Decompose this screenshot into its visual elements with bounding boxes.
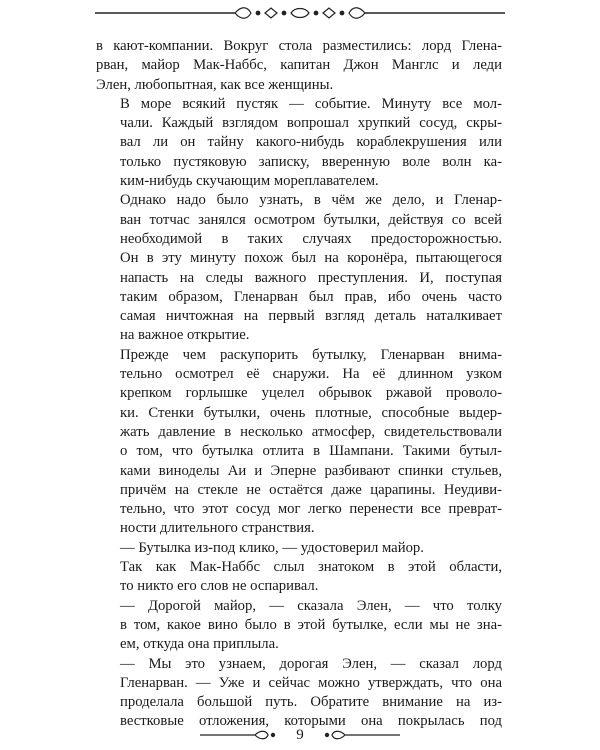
text-line: ван тотчас занялся осмотром бутылки, действуя со всей: [120, 211, 502, 228]
text-line: Он в эту минуту похож был на коронёра, пытающегося: [120, 250, 502, 267]
text-line: необходимой в таких случаях предосторожностью.: [120, 230, 502, 247]
text-line: В море всякий пустяк — событие. Минуту все мол-: [120, 95, 502, 112]
page-body-text: [96, 37, 502, 732]
paragraph: [96, 655, 502, 732]
paragraph: [96, 539, 502, 558]
text-line: ким-нибудь скучающим мореплавателем.: [120, 173, 379, 190]
text-line: вал ли он тайну какого-нибудь кораблекрушения или: [120, 134, 502, 151]
text-line: на важное открытие.: [120, 327, 250, 344]
text-line: Однако надо было узнать, в чём же дело, и Гленар-: [120, 192, 502, 209]
text-line: Так как Мак-Наббс слыл знатоком в этой области,: [120, 559, 502, 576]
paragraph: [96, 597, 502, 655]
paragraph: [96, 37, 502, 95]
text-line: то никто его слов не оспаривал.: [120, 578, 319, 595]
ornament-knot-left: [255, 731, 268, 739]
text-line: таким образом, Гленарван был прав, ибо очень часто: [120, 288, 502, 305]
text-line: ками виноделы Аи и Эперне разбивают спинки стульев,: [120, 462, 502, 479]
paragraph: [96, 346, 502, 539]
text-line: тельно, что этот сосуд мог легко перенести все преврат-: [120, 501, 502, 518]
text-line: тельно осмотрел её снаружи. На её длинном узком: [120, 366, 502, 383]
text-line: Гленарван. — Уже и сейчас можно утверждать, что она: [120, 674, 502, 691]
text-line: вестковые отложения, которыми она покрылась под: [120, 713, 502, 730]
text-line: — Мы это узнаем, дорогая Элен, — сказал лорд: [120, 655, 502, 672]
ornament-dot-right: [325, 733, 328, 736]
text-line: ности длительного странствия.: [120, 520, 315, 537]
text-line: жать давление в несколько атмосфер, свидетельствовали: [120, 423, 502, 440]
text-line: о том, что бутылка отлита в Шампани. Такими бутыл-: [120, 443, 502, 460]
text-line: в том, какое вино было в этой бутылке, если мы не зна-: [120, 616, 502, 633]
text-line: — Бутылка из-под клико, — удостоверил майор.: [120, 539, 424, 556]
text-line: причём на стекле не остаётся даже царапины. Неудиви-: [120, 481, 502, 498]
text-line: — Дорогой майор, — сказала Элен, — что толку: [120, 597, 502, 614]
text-line: рван, майор Мак-Наббс, капитан Джон Манглс и леди: [96, 57, 502, 74]
ornament-dot-left: [271, 733, 274, 736]
paragraph: [96, 191, 502, 345]
text-line: самая ничтожная на первый взгляд деталь наталкивает: [120, 308, 502, 325]
ornament-knot-right: [332, 731, 345, 739]
text-line: напасть на следы важного преступления. И, поступая: [120, 269, 502, 286]
text-line: чали. Каждый взглядом вопрошал хрупкий сосуд, скры-: [120, 115, 502, 132]
text-line: Элен, любопытная, как все женщины.: [96, 76, 334, 93]
page-number: 9: [296, 727, 304, 743]
text-line: только пустяковую записку, вверенную воле волн ка-: [120, 153, 502, 170]
text-line: Прежде чем раскупорить бутылку, Гленарван внима-: [120, 346, 502, 363]
top-ornament-icon: [95, 2, 505, 24]
paragraph: [96, 95, 502, 191]
text-line: в кают-компании. Вокруг стола разместились: лорд Глена-: [96, 38, 502, 54]
text-line: ки. Стенки бутылки, очень плотные, способные выдер-: [120, 404, 502, 421]
paragraph: [96, 558, 502, 597]
text-line: проделала большой путь. Обратите внимание на из-: [120, 694, 502, 711]
ornament-center-motif: [235, 8, 365, 19]
text-line: крепком горлышке уцелел обрывок ржавой проволо-: [120, 385, 502, 402]
text-line: ем, откуда она приплыла.: [120, 636, 279, 653]
